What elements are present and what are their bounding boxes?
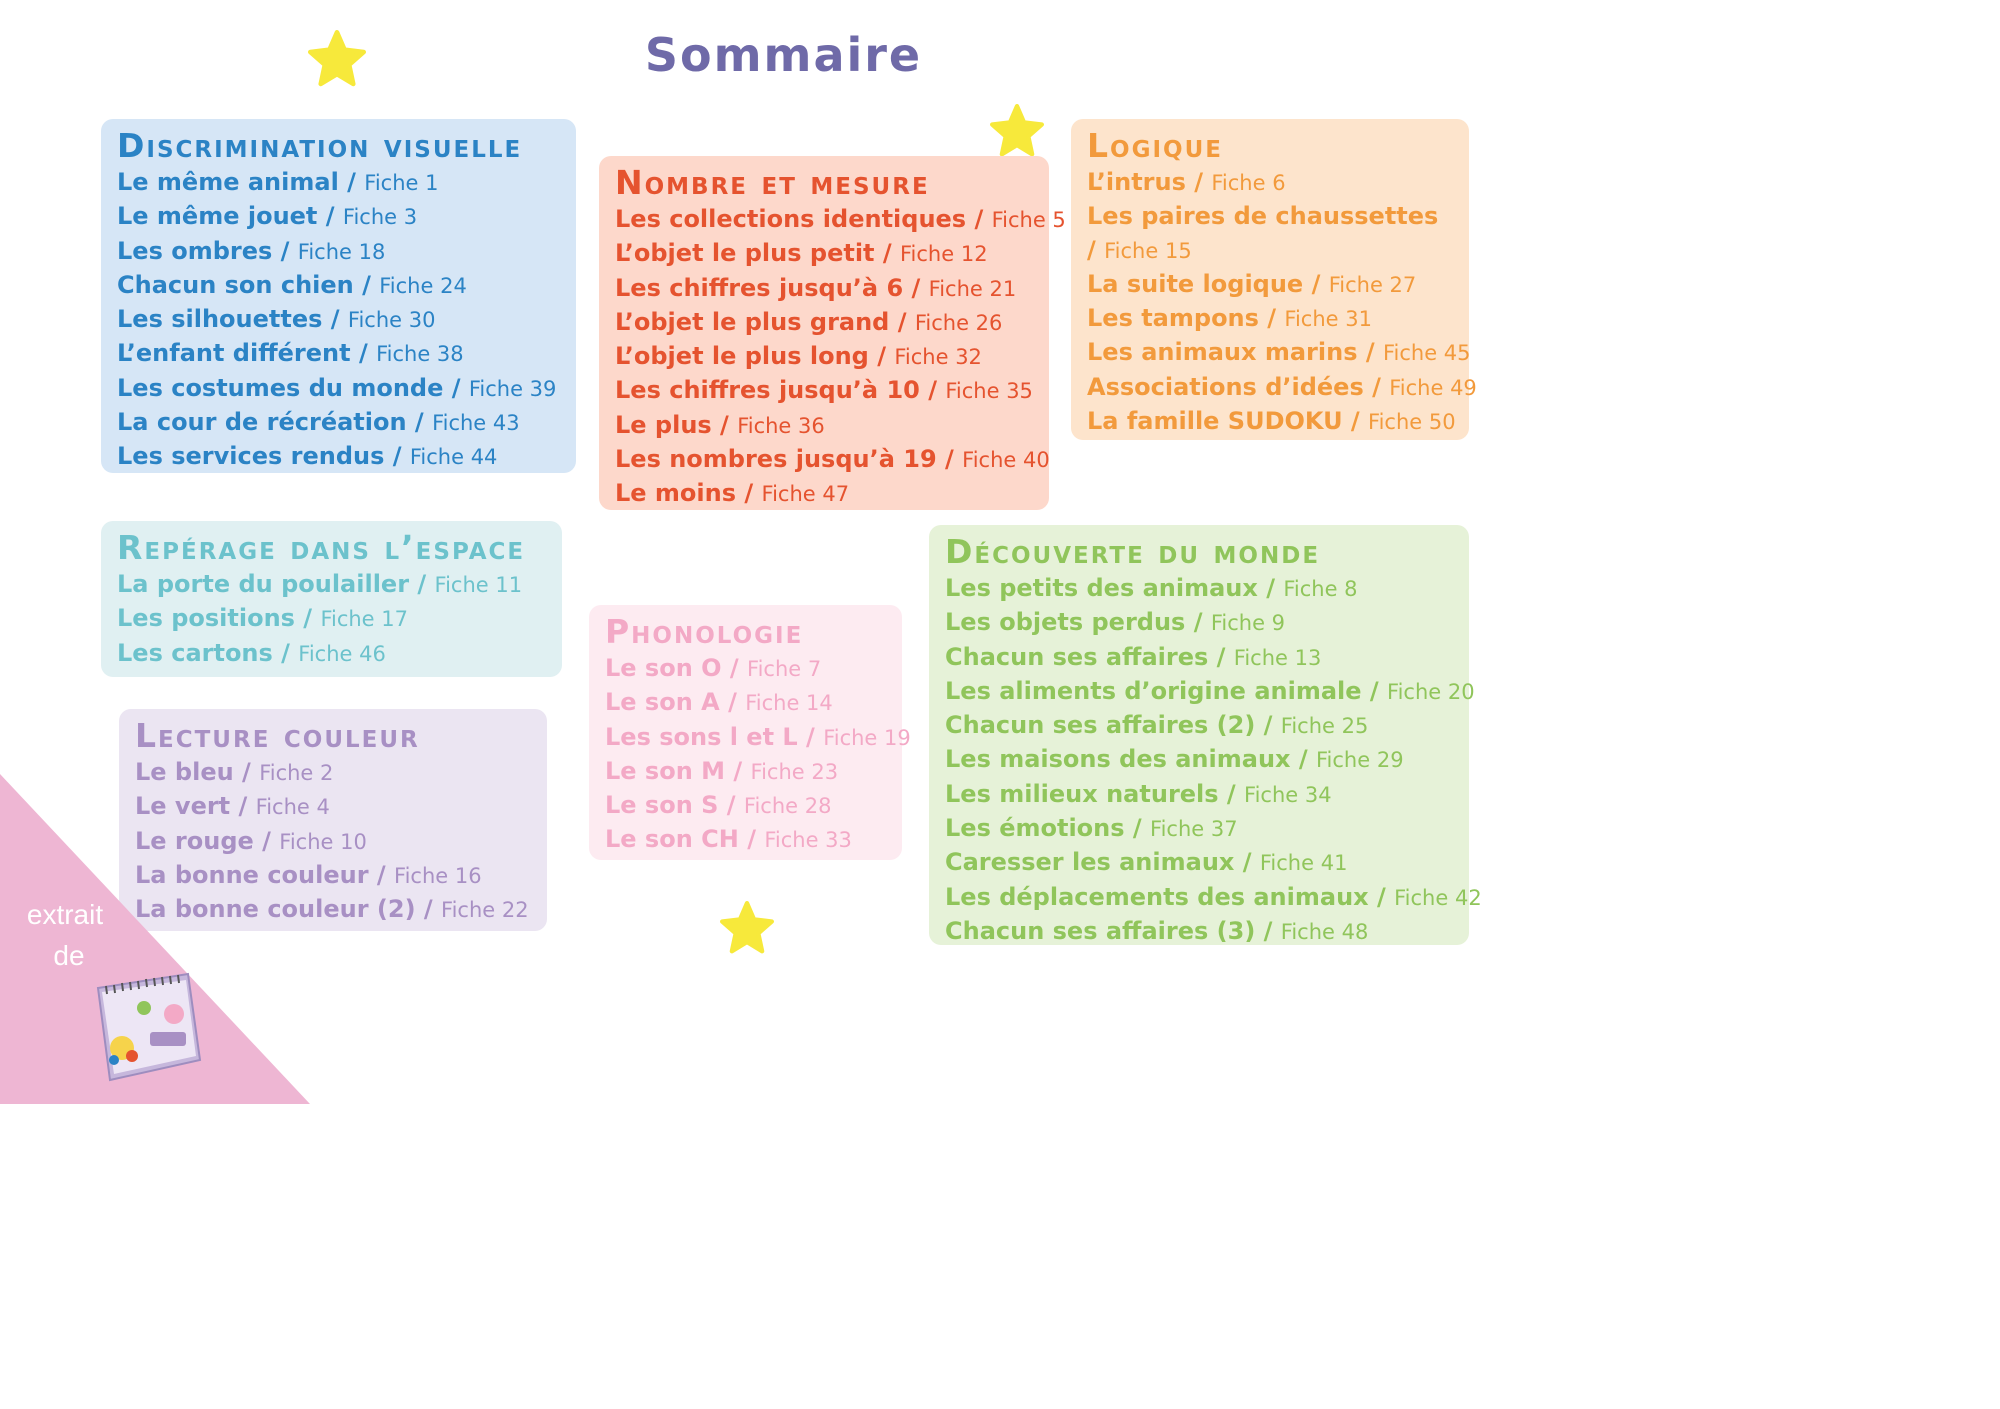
toc-entry <box>945 709 1455 743</box>
toc-entry <box>945 881 1482 915</box>
toc-entry <box>1087 405 1455 439</box>
entry-separator: / <box>1290 745 1316 774</box>
toc-entry <box>1087 268 1455 302</box>
entry-title: Les tampons <box>1087 304 1259 333</box>
entry-fiche-ref: Fiche 24 <box>379 273 467 298</box>
entry-title: Les costumes du monde <box>117 373 444 402</box>
entry-separator: / <box>409 570 435 598</box>
section-heading: Lecture couleur <box>135 716 420 755</box>
entry-fiche-ref: Fiche 47 <box>761 482 850 507</box>
star-icon <box>720 900 774 956</box>
entry-title: Les aliments d’origine animale <box>945 676 1362 705</box>
entry-fiche-ref: Fiche 29 <box>1316 748 1404 773</box>
entry-title: Le son S <box>605 791 719 820</box>
entry-fiche-ref: Fiche 8 <box>1283 577 1358 601</box>
entry-fiche-ref: Fiche 39 <box>468 376 557 401</box>
entry-fiche-ref: Fiche 12 <box>900 242 988 267</box>
entry-separator: / <box>1363 372 1390 401</box>
entry-title: Le même animal <box>117 168 339 196</box>
entry-fiche-ref: Fiche 7 <box>747 657 822 681</box>
entry-title: Le moins <box>615 479 737 508</box>
entry-separator: / <box>1185 608 1211 637</box>
toc-entry <box>117 200 562 234</box>
entry-separator: / <box>711 410 738 439</box>
toc-entry <box>605 652 888 686</box>
entry-fiche-ref: Fiche 41 <box>1259 851 1348 876</box>
entry-separator: / <box>719 688 746 717</box>
entry-fiche-ref: Fiche 40 <box>962 448 1050 473</box>
toc-entry <box>117 372 562 406</box>
toc-entry <box>117 337 562 371</box>
entry-fiche-ref: Fiche 42 <box>1394 885 1482 910</box>
entry-separator: / <box>889 307 915 336</box>
entry-fiche-ref: Fiche 25 <box>1280 714 1369 739</box>
toc-entry <box>117 269 562 303</box>
entry-fiche-ref: Fiche 17 <box>320 607 408 632</box>
toc-entry <box>615 237 1035 271</box>
entry-fiche-ref: Fiche 48 <box>1280 919 1369 944</box>
toc-entry <box>1087 336 1471 370</box>
entry-fiche-ref: Fiche 15 <box>1104 238 1192 263</box>
toc-entry <box>615 306 1035 340</box>
entry-title: Le vert <box>135 792 231 821</box>
corner-text-de: de <box>53 940 85 971</box>
entry-title: La porte du poulailler <box>117 570 410 598</box>
entry-separator: / <box>1185 168 1212 196</box>
entry-fiche-ref: Fiche 6 <box>1211 171 1286 195</box>
entry-separator: / <box>272 638 299 667</box>
entry-separator: / <box>272 236 298 265</box>
toc-entry <box>615 340 1035 374</box>
toc-entry <box>117 406 562 440</box>
entry-separator: / <box>721 654 748 682</box>
section-discrimination <box>101 119 576 473</box>
toc-entry <box>1087 166 1455 200</box>
entry-fiche-ref: Fiche 21 <box>928 276 1017 301</box>
entry-separator: / <box>1342 407 1369 436</box>
entry-separator: / <box>233 758 260 786</box>
entry-separator: / <box>353 270 380 299</box>
entry-title: Chacun ses affaires (2) <box>945 711 1256 740</box>
section-items <box>117 568 548 671</box>
entry-separator: / <box>919 376 946 405</box>
entry-fiche-ref: Fiche 2 <box>259 761 334 785</box>
entry-separator: / <box>443 373 469 402</box>
toc-entry <box>615 272 1035 306</box>
entry-separator: / <box>350 339 377 368</box>
toc-entry <box>605 755 888 789</box>
toc-entry <box>1087 302 1455 336</box>
section-nombre <box>599 156 1066 510</box>
entry-title: La bonne couleur <box>135 860 369 889</box>
entry-fiche-ref: Fiche 37 <box>1150 817 1238 842</box>
book-cover-image <box>92 968 204 1086</box>
star-icon <box>990 104 1044 158</box>
entry-title: Les ombres <box>117 236 273 265</box>
toc-entry <box>945 915 1455 949</box>
entry-separator: / <box>338 168 365 196</box>
toc-entry <box>1087 371 1477 405</box>
section-heading: Repérage dans l’espace <box>117 528 526 567</box>
entry-title: Chacun ses affaires (3) <box>945 916 1256 945</box>
entry-fiche-ref: Fiche 45 <box>1382 341 1471 366</box>
entry-title: Les sons l et L <box>605 722 798 751</box>
toc-entry <box>117 602 548 636</box>
entry-title: Le son O <box>605 654 722 682</box>
entry-title: Les milieux naturels <box>945 779 1219 808</box>
entry-fiche-ref: Fiche 49 <box>1389 375 1477 400</box>
toc-entry <box>605 823 888 857</box>
entry-fiche-ref: Fiche 36 <box>737 413 825 438</box>
entry-fiche-ref: Fiche 31 <box>1284 307 1372 332</box>
entry-separator: / <box>1218 779 1245 808</box>
section-decouverte <box>929 525 1482 945</box>
entry-fiche-ref: Fiche 19 <box>823 725 911 750</box>
toc-entry <box>117 568 548 602</box>
entry-separator: / <box>1208 642 1234 671</box>
entry-title: Les paires de chaussettes <box>1087 202 1439 231</box>
entry-fiche-ref: Fiche 50 <box>1368 410 1456 435</box>
entry-separator: / <box>230 792 256 821</box>
toc-entry <box>615 409 1035 443</box>
entry-title: Les silhouettes <box>117 305 323 334</box>
entry-fiche-ref: Fiche 5 <box>991 208 1066 232</box>
entry-fiche-ref: Fiche 23 <box>750 759 839 784</box>
entry-title: Le plus <box>615 410 712 439</box>
entry-title: Les chiffres jusqu’à 10 <box>615 376 920 405</box>
corner-text-extrait: extrait <box>26 899 104 930</box>
section-items <box>615 203 1066 512</box>
section-heading: Nombre et mesure <box>615 163 930 202</box>
toc-entry <box>945 812 1455 846</box>
entry-fiche-ref: Fiche 33 <box>764 828 852 853</box>
entry-title: Les déplacements des animaux <box>945 882 1369 911</box>
entry-separator: / <box>1087 235 1105 264</box>
toc-entry <box>615 477 1035 511</box>
toc-entry <box>945 743 1455 777</box>
section-heading: Phonologie <box>605 612 804 651</box>
entry-fiche-ref: Fiche 9 <box>1210 611 1286 636</box>
entry-separator: / <box>718 791 744 820</box>
toc-entry <box>945 675 1475 709</box>
toc-entry <box>117 637 548 671</box>
entry-title: Le même jouet <box>117 202 318 231</box>
entry-title: Les animaux marins <box>1087 338 1358 367</box>
entry-fiche-ref: Fiche 43 <box>432 411 520 436</box>
entry-fiche-ref: Fiche 26 <box>914 310 1003 335</box>
section-heading: Logique <box>1087 126 1223 165</box>
entry-fiche-ref: Fiche 3 <box>342 205 418 230</box>
section-items <box>945 572 1482 949</box>
entry-separator: / <box>736 479 762 508</box>
entry-title: Chacun ses affaires <box>945 642 1209 671</box>
entry-fiche-ref: Fiche 11 <box>434 573 523 597</box>
entry-separator: / <box>1255 711 1281 740</box>
entry-separator: / <box>1368 882 1395 911</box>
entry-separator: / <box>874 239 900 268</box>
entry-separator: / <box>384 442 410 471</box>
entry-title: La suite logique <box>1087 269 1304 298</box>
entry-title: Caresser les animaux <box>945 848 1235 877</box>
entry-title: Les émotions <box>945 814 1125 843</box>
entry-fiche-ref: Fiche 14 <box>745 691 833 716</box>
entry-title: L’objet le plus long <box>615 342 869 371</box>
toc-entry <box>117 166 562 200</box>
entry-separator: / <box>415 895 442 924</box>
entry-title: Le bleu <box>135 758 234 786</box>
entry-fiche-ref: Fiche 10 <box>279 829 367 854</box>
entry-separator: / <box>1361 676 1388 705</box>
entry-fiche-ref: Fiche 38 <box>376 342 464 367</box>
section-heading: Discrimination visuelle <box>117 126 523 165</box>
entry-title: Les services rendus <box>117 442 385 471</box>
entry-fiche-ref: Fiche 28 <box>743 794 832 819</box>
entry-fiche-ref: Fiche 16 <box>394 863 482 888</box>
toc-entry <box>117 235 562 269</box>
toc-entry <box>615 374 1035 408</box>
section-logique <box>1071 119 1477 440</box>
entry-fiche-ref: Fiche 13 <box>1233 645 1322 670</box>
entry-fiche-ref: Fiche 46 <box>298 641 386 666</box>
toc-entry <box>945 572 1455 606</box>
entry-title: Les objets perdus <box>945 608 1186 637</box>
entry-separator: / <box>322 305 348 334</box>
section-items <box>605 652 911 858</box>
entry-fiche-ref: Fiche 44 <box>409 445 498 470</box>
section-items <box>117 166 562 475</box>
entry-fiche-ref: Fiche 34 <box>1244 782 1332 807</box>
entry-title: Chacun son chien <box>117 270 354 299</box>
entry-title: L’objet le plus petit <box>615 239 875 268</box>
toc-entry <box>615 203 1066 237</box>
entry-title: Les positions <box>117 604 295 633</box>
entry-fiche-ref: Fiche 1 <box>364 171 439 195</box>
entry-title: Le rouge <box>135 826 254 855</box>
entry-title: Le son A <box>605 688 720 717</box>
entry-separator: / <box>1257 574 1284 602</box>
entry-separator: / <box>936 445 963 474</box>
toc-entry <box>117 303 562 337</box>
entry-title: Associations d’idées <box>1087 372 1364 401</box>
entry-separator: / <box>797 722 824 751</box>
toc-entry <box>605 721 911 755</box>
entry-title: La famille SUDOKU <box>1087 407 1343 436</box>
entry-separator: / <box>317 202 343 231</box>
entry-separator: / <box>253 826 280 855</box>
entry-separator: / <box>1303 269 1329 298</box>
toc-entry <box>605 686 888 720</box>
entry-title: Les nombres jusqu’à 19 <box>615 445 937 474</box>
entry-separator: / <box>738 825 765 854</box>
toc-entry <box>117 440 562 474</box>
entry-fiche-ref: Fiche 30 <box>347 308 436 333</box>
entry-separator: / <box>1234 848 1260 877</box>
entry-title: La cour de récréation <box>117 408 407 437</box>
entry-title: Les chiffres jusqu’à 6 <box>615 273 904 302</box>
entry-fiche-ref: Fiche 32 <box>894 345 982 370</box>
entry-title: L’objet le plus grand <box>615 307 890 336</box>
entry-title: L’enfant différent <box>117 339 351 368</box>
entry-separator: / <box>903 273 929 302</box>
toc-entry <box>945 641 1455 675</box>
entry-title: Les cartons <box>117 638 273 667</box>
entry-separator: / <box>368 860 395 889</box>
entry-fiche-ref: Fiche 4 <box>255 795 330 820</box>
entry-separator: / <box>1124 814 1151 843</box>
entry-separator: / <box>1258 304 1285 333</box>
entry-fiche-ref: Fiche 20 <box>1387 679 1475 704</box>
entry-separator: / <box>294 604 321 633</box>
toc-entry <box>945 606 1455 640</box>
toc-entry <box>605 789 888 823</box>
entry-separator: / <box>1255 916 1281 945</box>
section-items <box>1087 166 1477 439</box>
entry-fiche-ref: Fiche 22 <box>441 898 529 923</box>
entry-title: Les petits des animaux <box>945 574 1258 602</box>
toc-entry <box>945 778 1455 812</box>
entry-fiche-ref: Fiche 27 <box>1328 272 1417 297</box>
toc-entry <box>1087 200 1455 268</box>
entry-separator: / <box>1357 338 1383 367</box>
star-icon <box>308 30 366 88</box>
entry-title: L’intrus <box>1087 168 1186 196</box>
page-title: Sommaire <box>644 28 923 82</box>
entry-title: La bonne couleur (2) <box>135 895 416 924</box>
entry-separator: / <box>406 408 433 437</box>
entry-separator: / <box>725 756 751 785</box>
entry-title: Le son CH <box>605 825 739 854</box>
section-phonologie <box>589 605 911 860</box>
entry-fiche-ref: Fiche 18 <box>297 239 386 264</box>
entry-separator: / <box>966 205 992 233</box>
section-heading: Découverte du monde <box>945 532 1321 571</box>
entry-title: Les maisons des animaux <box>945 745 1291 774</box>
entry-fiche-ref: Fiche 35 <box>945 379 1033 404</box>
toc-entry <box>945 846 1455 880</box>
section-reperage <box>101 521 562 677</box>
entry-title: Les collections identiques <box>615 205 967 233</box>
entry-title: Le son M <box>605 756 726 785</box>
entry-separator: / <box>868 342 895 371</box>
toc-entry <box>615 443 1050 477</box>
